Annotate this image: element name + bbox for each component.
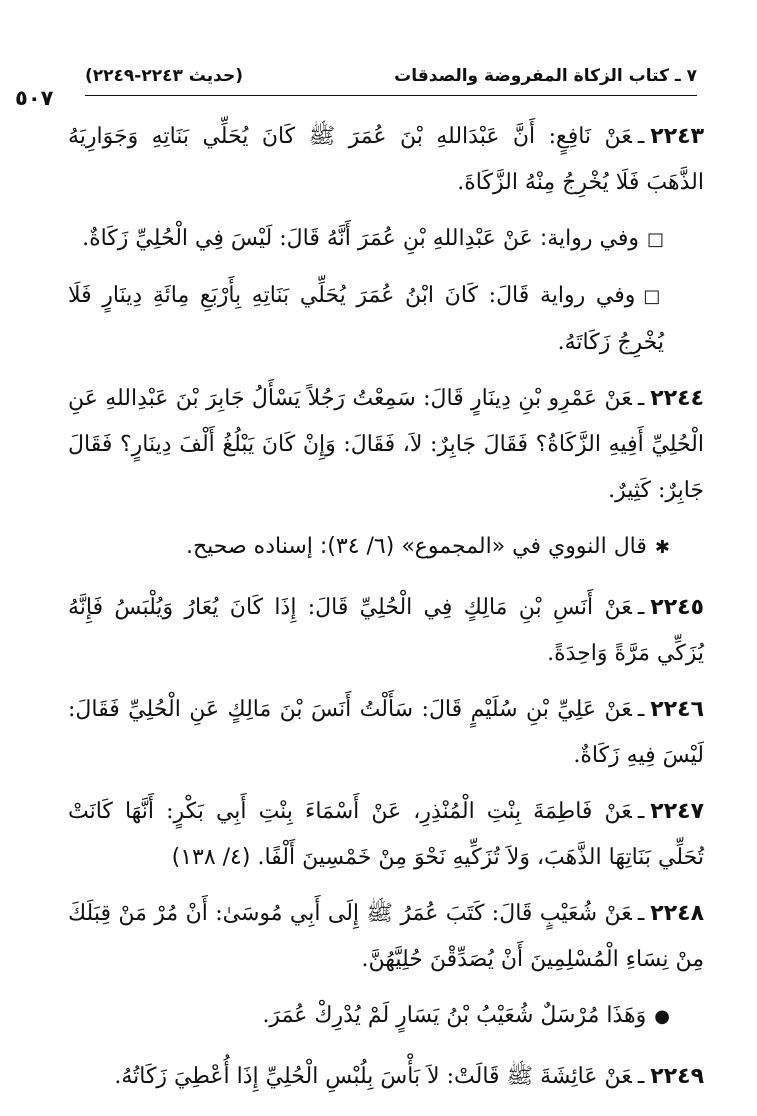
hadith-number: ٢٢٤٨ xyxy=(650,901,704,926)
header-rule xyxy=(85,95,697,96)
hadith-text: عَنْ عَمْرِو بْنِ دِينَارٍ قَالَ: سَمِعْتُ رَجُلاً يَسْأَلُ جَابِرَ بْنَ عَبْدِاللهِ عَنِ الْحُلِيِّ أَفِيهِ الزَّكَاةُ؟ فَقَالَ جَابِرٌ: لاَ، فَقَالَ: وَإِنْ كَانَ يَبْلُغُ أَلْفَ دِينَارٍ؟ فَقَالَ جَابِرٌ: كَثِيرٌ. xyxy=(68,386,704,503)
hadith-number: ٢٢٤٥ xyxy=(650,595,704,620)
nawawi-note xyxy=(68,524,704,571)
hadith-number: ٢٢٤٩ xyxy=(650,1064,704,1089)
hadith-2243: ٢٢٤٣ـعَنْ نَافِعٍ: أَنَّ عَبْدَاللهِ بْنَ عُمَرَ ﷺ كَانَ يُحَلِّي بَنَاتِهِ وَجَوَارِيَهُ الذَّهَبَ فَلَا يُخْرِجُ مِنْهُ الزَّكَاةَ. xyxy=(68,124,704,195)
page-body xyxy=(68,114,704,1110)
hadith-2247: ٢٢٤٧ـعَنْ فَاطِمَةَ بِنْتِ الْمُنْذِرِ، عَنْ أَسْمَاءَ بِنْتِ أَبِي بَكْرٍ: أَنَّهَا كَانَتْ تُحَلِّي بَنَاتِهَا الذَّهَبَ، وَلاَ تُزَكِّيهِ نَحْوَ مِنْ خَمْسِينَ أَلْفًا. (٤/ ١٣٨) xyxy=(68,799,704,870)
narration-variant xyxy=(68,273,704,366)
note-text: وَهَذَا مُرْسَلٌ شُعَيْبُ بْنُ يَسَارٍ لَمْ يُدْرِكْ عُمَرَ. xyxy=(262,1003,647,1028)
mursal-note xyxy=(68,993,704,1040)
page-number: ٥٠٧ xyxy=(15,86,54,110)
hadith-number: ٢٢٤٤ xyxy=(650,386,704,411)
asterisk-icon: ✱ xyxy=(654,537,670,558)
chapter-title: ٧ ـ كتاب الزكاة المفروضة والصدقات xyxy=(394,66,697,86)
narration-lead: وفي رواية: xyxy=(539,226,639,251)
hadith-text: عَنْ أَنَسِ بْنِ مَالِكٍ فِي الْحُلِيِّ قَالَ: إِذَا كَانَ يُعَارُ وَيُلْبَسُ فَإِنَّهُ يُزَكِّي مَرَّةً وَاحِدَةً. xyxy=(68,595,704,666)
square-bullet-icon: □ xyxy=(646,229,664,250)
hadith-2244: ٢٢٤٤ـعَنْ عَمْرِو بْنِ دِينَارٍ قَالَ: سَمِعْتُ رَجُلاً يَسْأَلُ جَابِرَ بْنَ عَبْدِاللهِ عَنِ الْحُلِيِّ أَفِيهِ الزَّكَاةُ؟ فَقَالَ جَابِرٌ: لاَ، فَقَالَ: وَإِنْ كَانَ يَبْلُغُ أَلْفَ دِينَارٍ؟ فَقَالَ جَابِرٌ: كَثِيرٌ. xyxy=(68,386,704,503)
bullet-dot-icon: ● xyxy=(654,1006,670,1027)
hadith-text: عَنْ عَائِشَةَ ﷺ قَالَتْ: لاَ بَأْسَ بِلُبْسِ الْحُلِيِّ إِذَا أُعْطِيَ زَكَاتُهُ. xyxy=(114,1064,632,1089)
hadith-2248: ٢٢٤٨ـعَنْ شُعَيْبٍ قَالَ: كَتَبَ عُمَرُ ﷺ إِلَى أَبِي مُوسَىٰ: أَنْ مُرْ مَنْ قِبَلَكَ مِنْ نِسَاءِ الْمُسْلِمِينَ أَنْ يُصَدِّقْنَ حُلِيَّهُنَّ. xyxy=(68,901,704,972)
narration-text: قَالَ: كَانَ ابْنُ عُمَرَ يُحَلِّي بَنَاتِهِ بِأَرْبَعِ مِائَةِ دِينَارٍ فَلَا يُخْرِجُ زَكَاتَهُ. xyxy=(68,283,664,355)
note-text: قال النووي في «المجموع» (٦/ ٣٤): إسناده صحيح. xyxy=(185,534,647,559)
hadith-range: (حديث ٢٢٤٣-٢٢٤٩) xyxy=(85,66,244,86)
hadith-number: ٢٢٤٦ xyxy=(650,697,704,722)
narration-variant xyxy=(68,216,704,263)
hadith-text: عَنْ فَاطِمَةَ بِنْتِ الْمُنْذِرِ، عَنْ أَسْمَاءَ بِنْتِ أَبِي بَكْرٍ: أَنَّهَا كَانَتْ تُحَلِّي بَنَاتِهَا الذَّهَبَ، وَلاَ تُزَكِّيهِ نَحْوَ مِنْ خَمْسِينَ أَلْفًا. xyxy=(68,799,704,870)
square-bullet-icon: □ xyxy=(643,286,665,307)
narration-text: عَنْ عَبْدِاللهِ بْنِ عُمَرَ أَنَّهُ قَالَ: لَيْسَ فِي الْحُلِيِّ زَكَاةٌ. xyxy=(82,226,533,251)
hadith-2246: ٢٢٤٦ـعَنْ عَلِيِّ بْنِ سُلَيْمٍ قَالَ: سَأَلْتُ أَنَسَ بْنَ مَالِكٍ عَنِ الْحُلِيِّ فَقَالَ: لَيْسَ فِيهِ زَكَاةٌ. xyxy=(68,697,704,768)
hadith-text: عَنْ شُعَيْبٍ قَالَ: كَتَبَ عُمَرُ ﷺ إِلَى أَبِي مُوسَىٰ: أَنْ مُرْ مَنْ قِبَلَكَ مِنْ نِسَاءِ الْمُسْلِمِينَ أَنْ يُصَدِّقْنَ حُلِيَّهُنَّ. xyxy=(68,901,704,972)
hadith-2249: ٢٢٤٩ـعَنْ عَائِشَةَ ﷺ قَالَتْ: لاَ بَأْسَ بِلُبْسِ الْحُلِيِّ إِذَا أُعْطِيَ زَكَاتُهُ. xyxy=(114,1064,704,1089)
hadith-2245: ٢٢٤٥ـعَنْ أَنَسِ بْنِ مَالِكٍ فِي الْحُلِيِّ قَالَ: إِذَا كَانَ يُعَارُ وَيُلْبَسُ فَإِنَّهُ يُزَكِّي مَرَّةً وَاحِدَةً. xyxy=(68,595,704,666)
source-reference: (٤/ ١٣٨) xyxy=(171,845,251,870)
hadith-number: ٢٢٤٣ xyxy=(650,124,704,149)
running-header xyxy=(85,62,697,96)
hadith-text: عَنْ نَافِعٍ: أَنَّ عَبْدَاللهِ بْنَ عُمَرَ ﷺ كَانَ يُحَلِّي بَنَاتِهِ وَجَوَارِيَهُ الذَّهَبَ فَلَا يُخْرِجُ مِنْهُ الزَّكَاةَ. xyxy=(68,124,704,195)
narration-lead: وفي رواية xyxy=(539,283,636,308)
hadith-number: ٢٢٤٧ xyxy=(650,799,704,824)
hadith-text: عَنْ عَلِيِّ بْنِ سُلَيْمٍ قَالَ: سَأَلْتُ أَنَسَ بْنَ مَالِكٍ عَنِ الْحُلِيِّ فَقَالَ: لَيْسَ فِيهِ زَكَاةٌ. xyxy=(68,697,704,768)
